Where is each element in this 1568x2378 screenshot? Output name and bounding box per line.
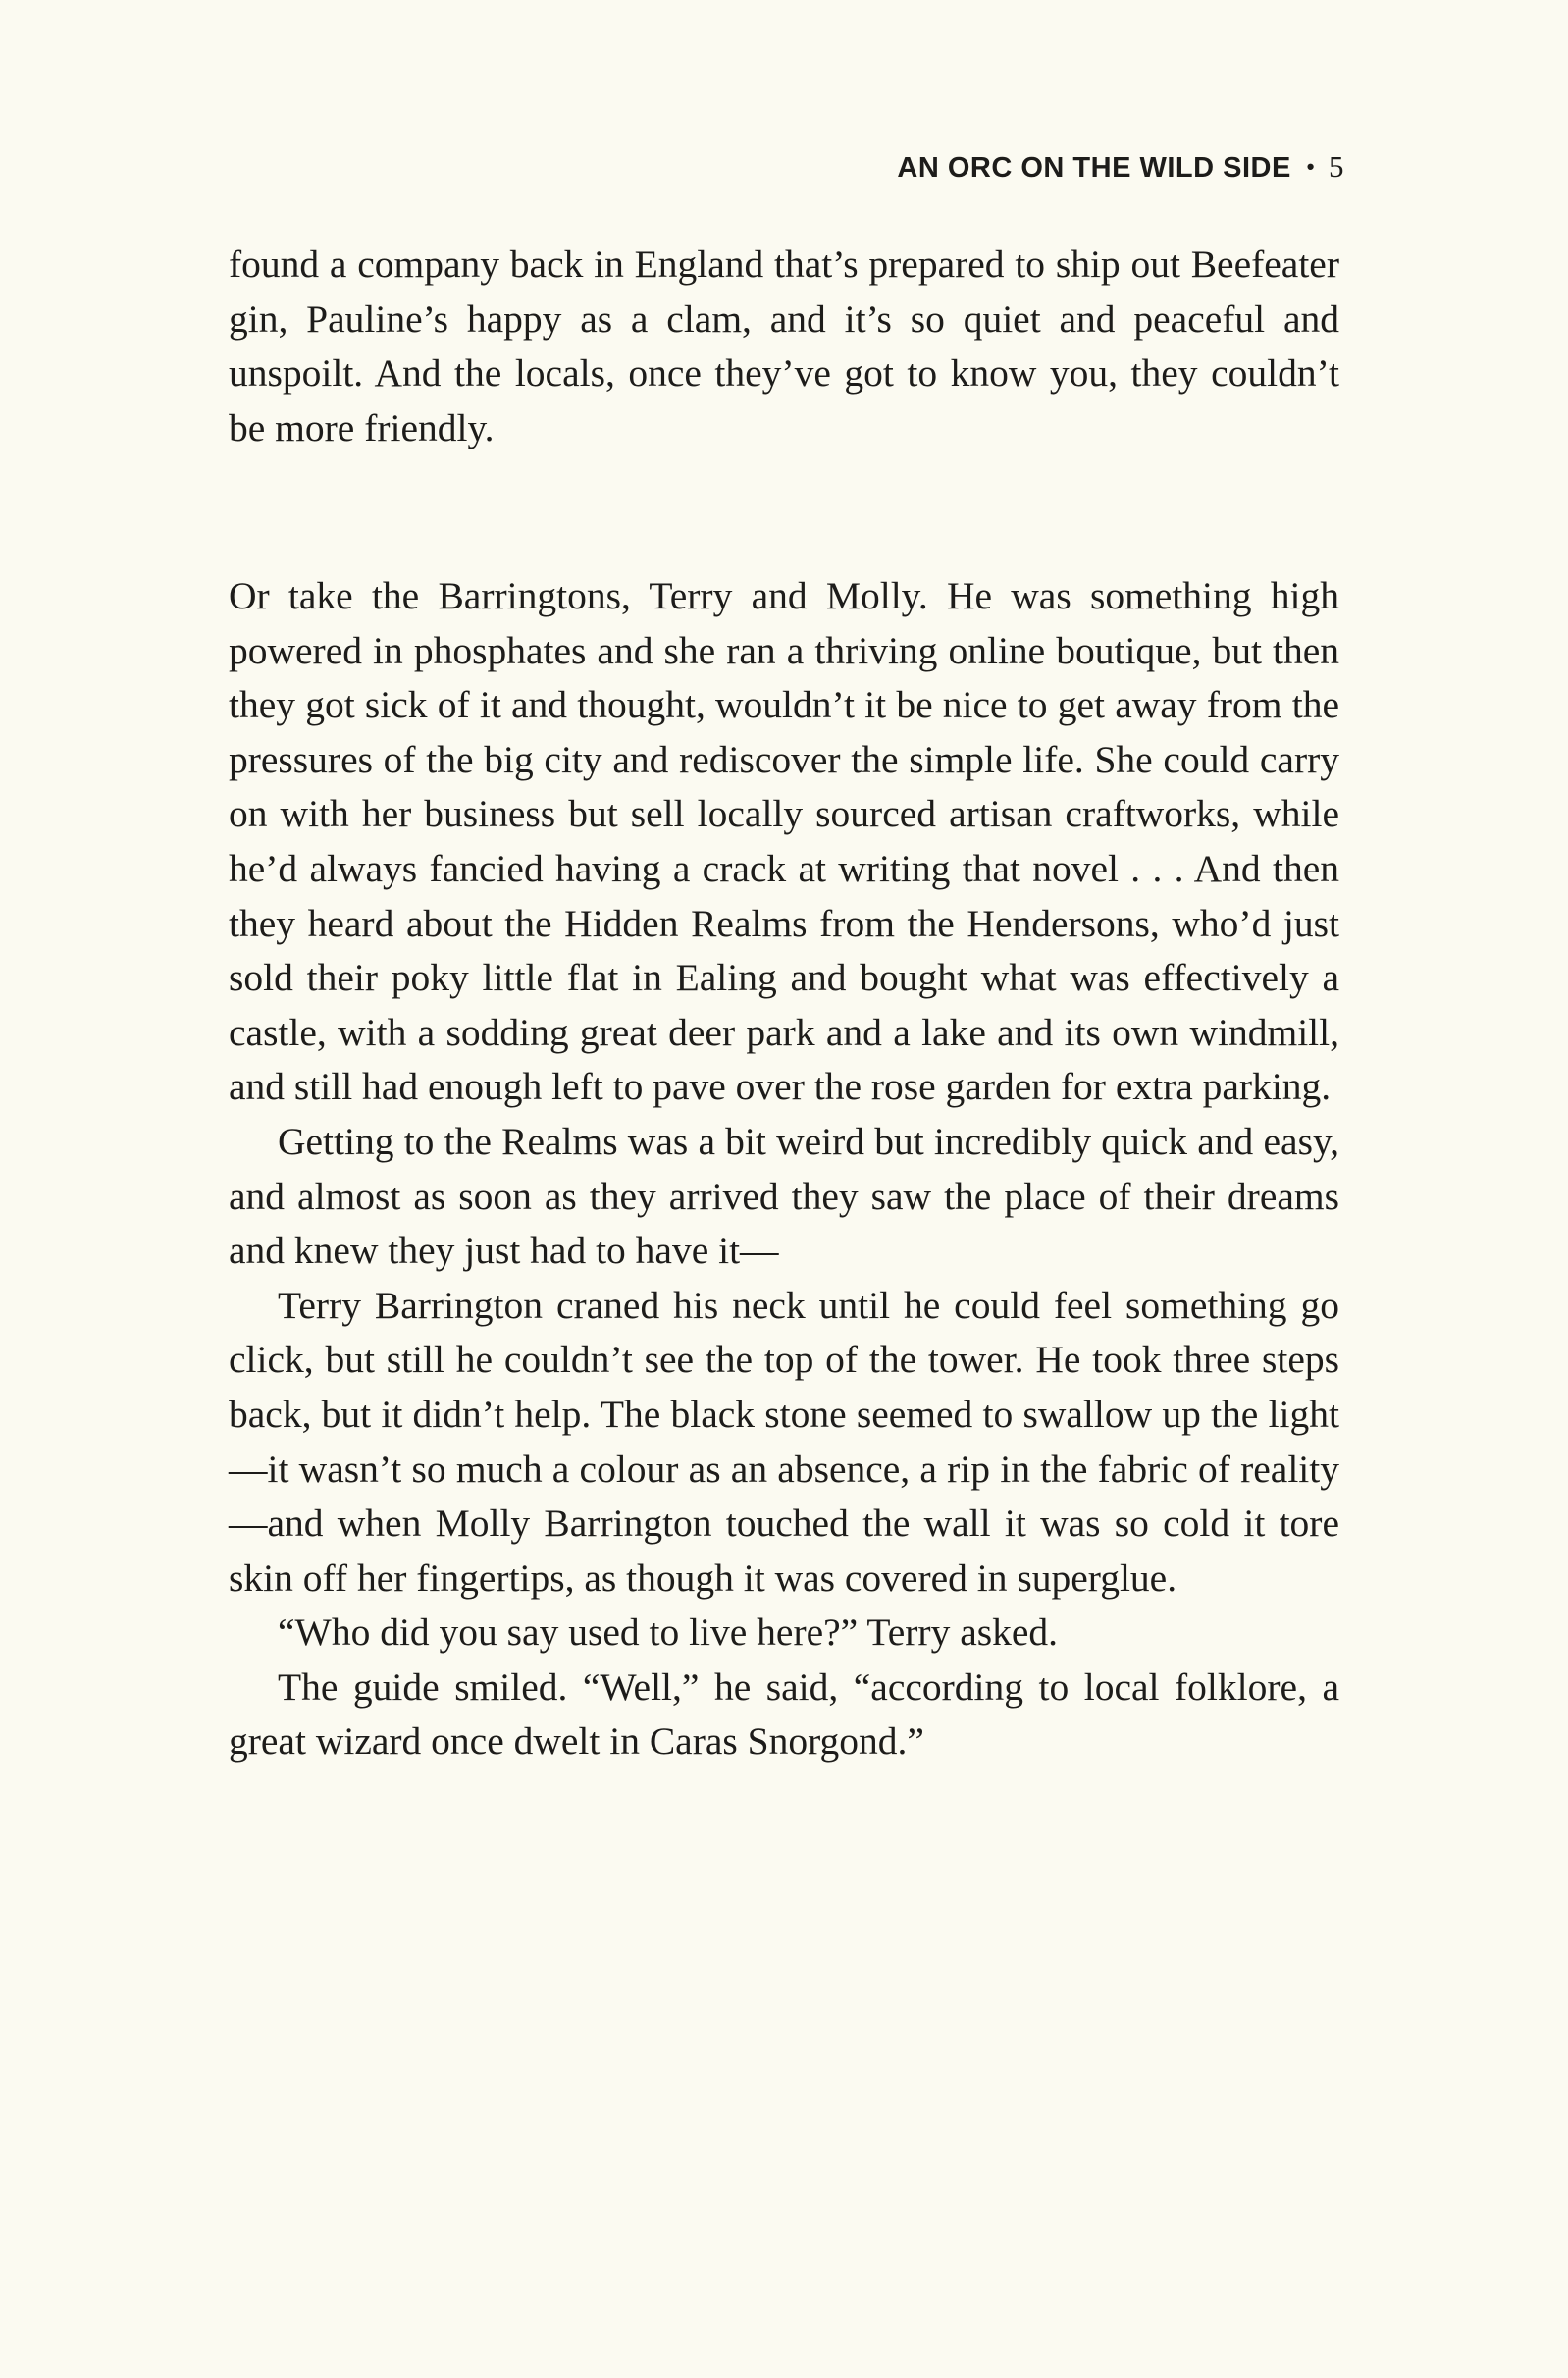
running-head <box>897 149 1344 185</box>
paragraph: Terry Barrington craned his neck until he could feel something go click, but still he couldn’t see the top of the tower. He took three steps back, but it didn’t help. The black stone seemed to swallow up the light—it wasn’t so much a colour as an absence, a rip in the fabric of reality—and when Molly Barrington touched the wall it was so cold it tore skin off her fingertips, as though it was covered in superglue. <box>229 1283 1339 1600</box>
paragraph: The guide smiled. “Well,” he said, “according to local folklore, a great wizard once dwelt in Caras Snorgond.” <box>229 1665 1339 1764</box>
paragraph-section-start: Or take the Barringtons, Terry and Molly. He was something high powered in phosphates and she ran a thriving online boutique, but then they got sick of it and thought, wouldn’t it be nice to get away from the pressures of the big city and rediscover the simple life. She could carry on with her business but sell locally sourced artisan craftworks, while he’d always fancied having a crack at writing that novel . . . And then they heard about the Hidden Realms from the Hendersons, who’d just sold their poky little flat in Ealing and bought what was effectively a castle, with a sodding great deer park and a lake and its own windmill, and still had enough left to pave over the rose garden for extra parking. <box>229 574 1339 1109</box>
page-number: 5 <box>1329 149 1344 184</box>
running-head-title: AN ORC ON THE WILD SIDE <box>897 152 1291 184</box>
paragraph: Getting to the Realms was a bit weird but incredibly quick and easy, and almost as soon as they arrived they saw the place of their dreams and knew they just had to have it— <box>229 1119 1339 1273</box>
bullet-separator: • <box>1306 154 1315 179</box>
text-block-section <box>229 569 1339 1770</box>
paragraph: “Who did you say used to live here?” Terry asked. <box>278 1611 1059 1655</box>
text-block-top <box>229 238 1339 455</box>
paragraph-continued: found a company back in England that’s prepared to ship out Beefeater gin, Pauline’s happy as a clam, and it’s so quiet and peaceful and unspoilt. And the locals, once they’ve got to know you, they couldn’t be more friendly. <box>229 242 1339 449</box>
